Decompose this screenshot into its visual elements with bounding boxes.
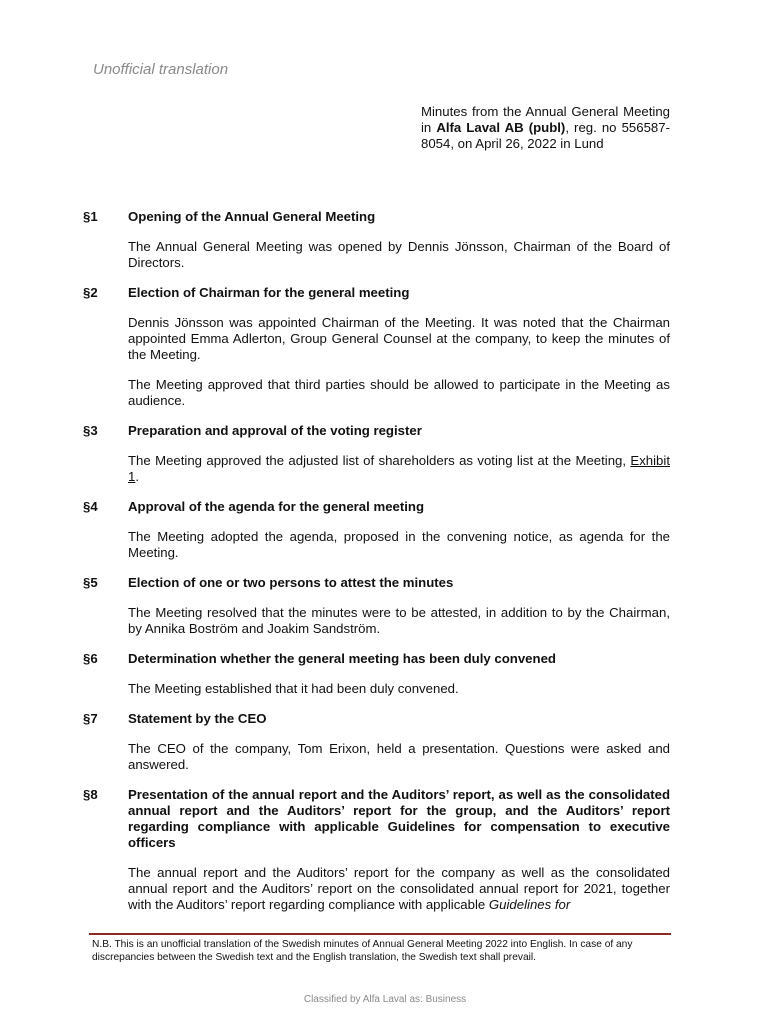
section-title: Determination whether the general meeting has been duly convened <box>128 651 556 666</box>
paragraph-text: . <box>135 469 140 484</box>
heading-company: Alfa Laval AB (publ) <box>436 120 566 135</box>
exhibit-1-link[interactable]: Exhibit 1 <box>128 453 670 484</box>
section-number: §2 <box>83 285 98 300</box>
section-paragraph: The CEO of the company, Tom Erixon, held a presentation. Questions were asked and answered. <box>128 741 670 772</box>
section-number: §6 <box>83 651 98 666</box>
section-title: Presentation of the annual report and the Auditors’ report, as well as the consolidated annual report and the Auditors’ report for the group, and the Auditors’ report regarding compliance with applicable Guidelines for compensation to executive officers <box>128 787 670 850</box>
section-4 <box>83 499 670 561</box>
footer-rule <box>89 933 671 935</box>
section-paragraph: Dennis Jönsson was appointed Chairman of the Meeting. It was noted that the Chairman appointed Emma Adlerton, Group General Counsel at the company, to keep the minutes of the Meeting. <box>128 315 670 362</box>
heading-text-2: , reg. no 556587-8054, on April 26, 2022 in Lund <box>421 120 670 151</box>
section-title: Preparation and approval of the voting register <box>128 423 422 438</box>
section-paragraph: The Annual General Meeting was opened by Dennis Jönsson, Chairman of the Board of Directors. <box>128 239 670 270</box>
paragraph-text: The annual report and the Auditors’ report for the company as well as the consolidated annual report and the Auditors’ report on the consolidated annual report for 2021, together with the Auditors’ report regarding compliance with applicable <box>128 865 670 912</box>
section-number: §7 <box>83 711 98 726</box>
section-5 <box>83 575 670 637</box>
section-2 <box>83 285 670 409</box>
section-title: Election of Chairman for the general meeting <box>128 285 410 300</box>
section-number: §4 <box>83 499 98 514</box>
section-6 <box>83 651 670 697</box>
section-paragraph <box>128 865 670 913</box>
section-title: Statement by the CEO <box>128 711 267 726</box>
section-1 <box>83 209 670 271</box>
section-paragraph: The Meeting adopted the agenda, proposed in the convening notice, as agenda for the Meeting. <box>128 529 670 560</box>
minutes-sections <box>83 209 670 913</box>
section-title: Opening of the Annual General Meeting <box>128 209 376 224</box>
section-number: §3 <box>83 423 98 438</box>
section-7 <box>83 711 670 773</box>
paragraph-italic-text: Guidelines for <box>488 897 571 912</box>
section-paragraph <box>128 453 670 485</box>
footer-note: N.B. This is an unofficial translation of the Swedish minutes of Annual General Meeting 2022 into English. In case of any discrepancies between the Swedish text and the English translation, the Swedish text shall prevail. <box>92 939 633 963</box>
section-paragraph: The Meeting approved that third parties should be allowed to participate in the Meeting as audience. <box>128 377 670 408</box>
section-number: §5 <box>83 575 98 590</box>
section-number: §1 <box>83 209 98 224</box>
section-paragraph: The Meeting resolved that the minutes were to be attested, in addition to by the Chairman, by Annika Boström and Joakim Sandström. <box>128 605 670 636</box>
section-title: Approval of the agenda for the general meeting <box>128 499 425 514</box>
section-3 <box>83 423 670 485</box>
paragraph-text: The Meeting approved the adjusted list of shareholders as voting list at the Meeting, <box>128 453 631 468</box>
section-8 <box>83 787 670 913</box>
classification-label: Classified by Alfa Laval as: Business <box>303 994 467 1005</box>
heading-text-1: Minutes from the Annual General Meeting in <box>421 104 670 135</box>
section-paragraph: The Meeting established that it had been duly convened. <box>128 681 459 696</box>
section-title: Election of one or two persons to attest the minutes <box>128 575 454 590</box>
section-number: §8 <box>83 787 98 802</box>
minutes-heading <box>421 104 670 152</box>
unofficial-translation-label: Unofficial translation <box>93 61 229 78</box>
